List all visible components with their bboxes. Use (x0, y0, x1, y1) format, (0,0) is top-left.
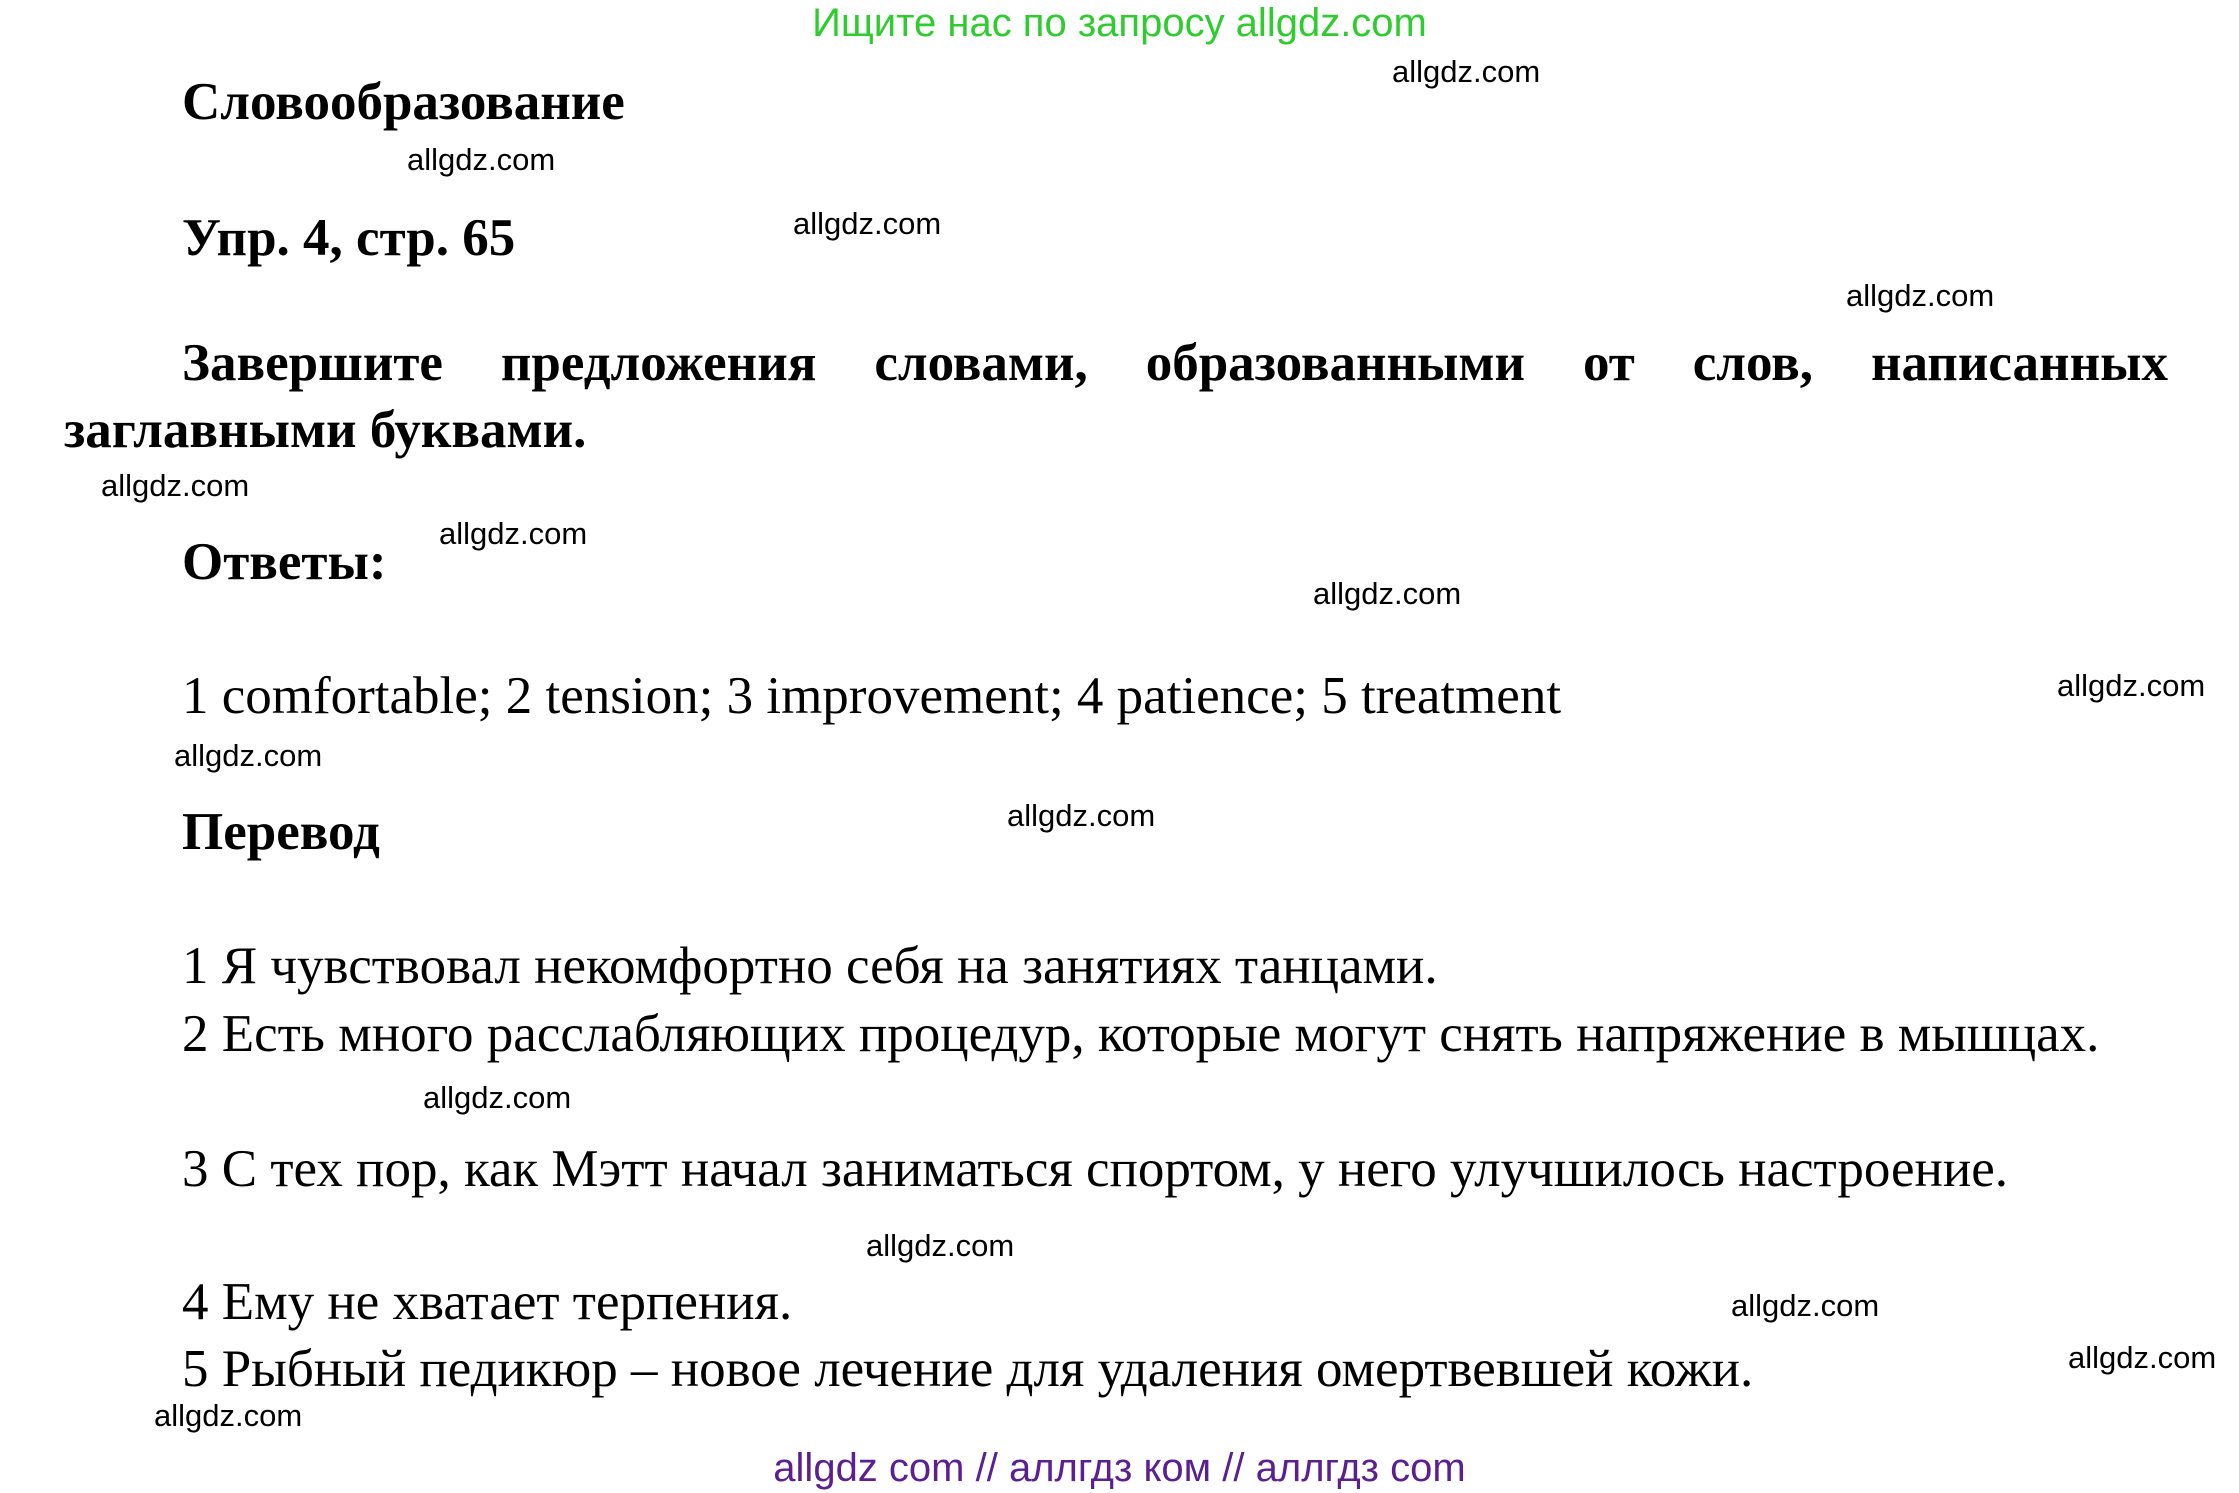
watermark: allgdz.com (174, 738, 323, 773)
watermark: allgdz.com (866, 1228, 1015, 1263)
watermark: allgdz.com (407, 142, 556, 177)
watermark: allgdz.com (439, 516, 588, 551)
exercise-title: Упр. 4, стр. 65 (182, 209, 516, 267)
section-heading: Словообразование (182, 73, 625, 131)
watermark: allgdz.com (2057, 668, 2206, 703)
translation-line-3: 3 С тех пор, как Мэтт начал заниматься спортом, у него улучшилось настроение. (182, 1140, 2009, 1198)
watermark: allgdz.com (154, 1398, 303, 1433)
translation-line-1: 1 Я чувствовал некомфортно себя на занятиях танцами. (182, 937, 1438, 995)
watermark: allgdz.com (1731, 1288, 1880, 1323)
watermark: allgdz.com (101, 468, 250, 503)
watermark: allgdz.com (2068, 1340, 2217, 1375)
translation-line-5: 5 Рыбный педикюр – новое лечение для удаления омертвевшей кожи. (182, 1340, 1754, 1398)
answers-text: 1 comfortable; 2 tension; 3 improvement; 4 patience; 5 treatment (182, 667, 1562, 725)
watermark: allgdz.com (1392, 54, 1541, 89)
top-banner: Ищите нас по запросу allgdz.com (812, 1, 1427, 45)
watermark: allgdz.com (793, 206, 942, 241)
answers-label: Ответы: (182, 533, 387, 591)
watermark: allgdz.com (1313, 576, 1462, 611)
translation-line-2: 2 Есть много расслабляющих процедур, которые могут снять напряжение в мышцах. (182, 1005, 2100, 1063)
watermark: allgdz.com (1007, 798, 1156, 833)
watermark: allgdz.com (423, 1080, 572, 1115)
bottom-banner: allgdz com // аллгдз ком // аллгдз com (773, 1446, 1466, 1490)
watermark: allgdz.com (1846, 278, 1995, 313)
task-text: Завершите предложения словами, образованными от слов, написанных заглавными буквами. (64, 334, 2168, 459)
translation-line-4: 4 Ему не хватает терпения. (182, 1273, 793, 1331)
translation-label: Перевод (182, 803, 380, 861)
